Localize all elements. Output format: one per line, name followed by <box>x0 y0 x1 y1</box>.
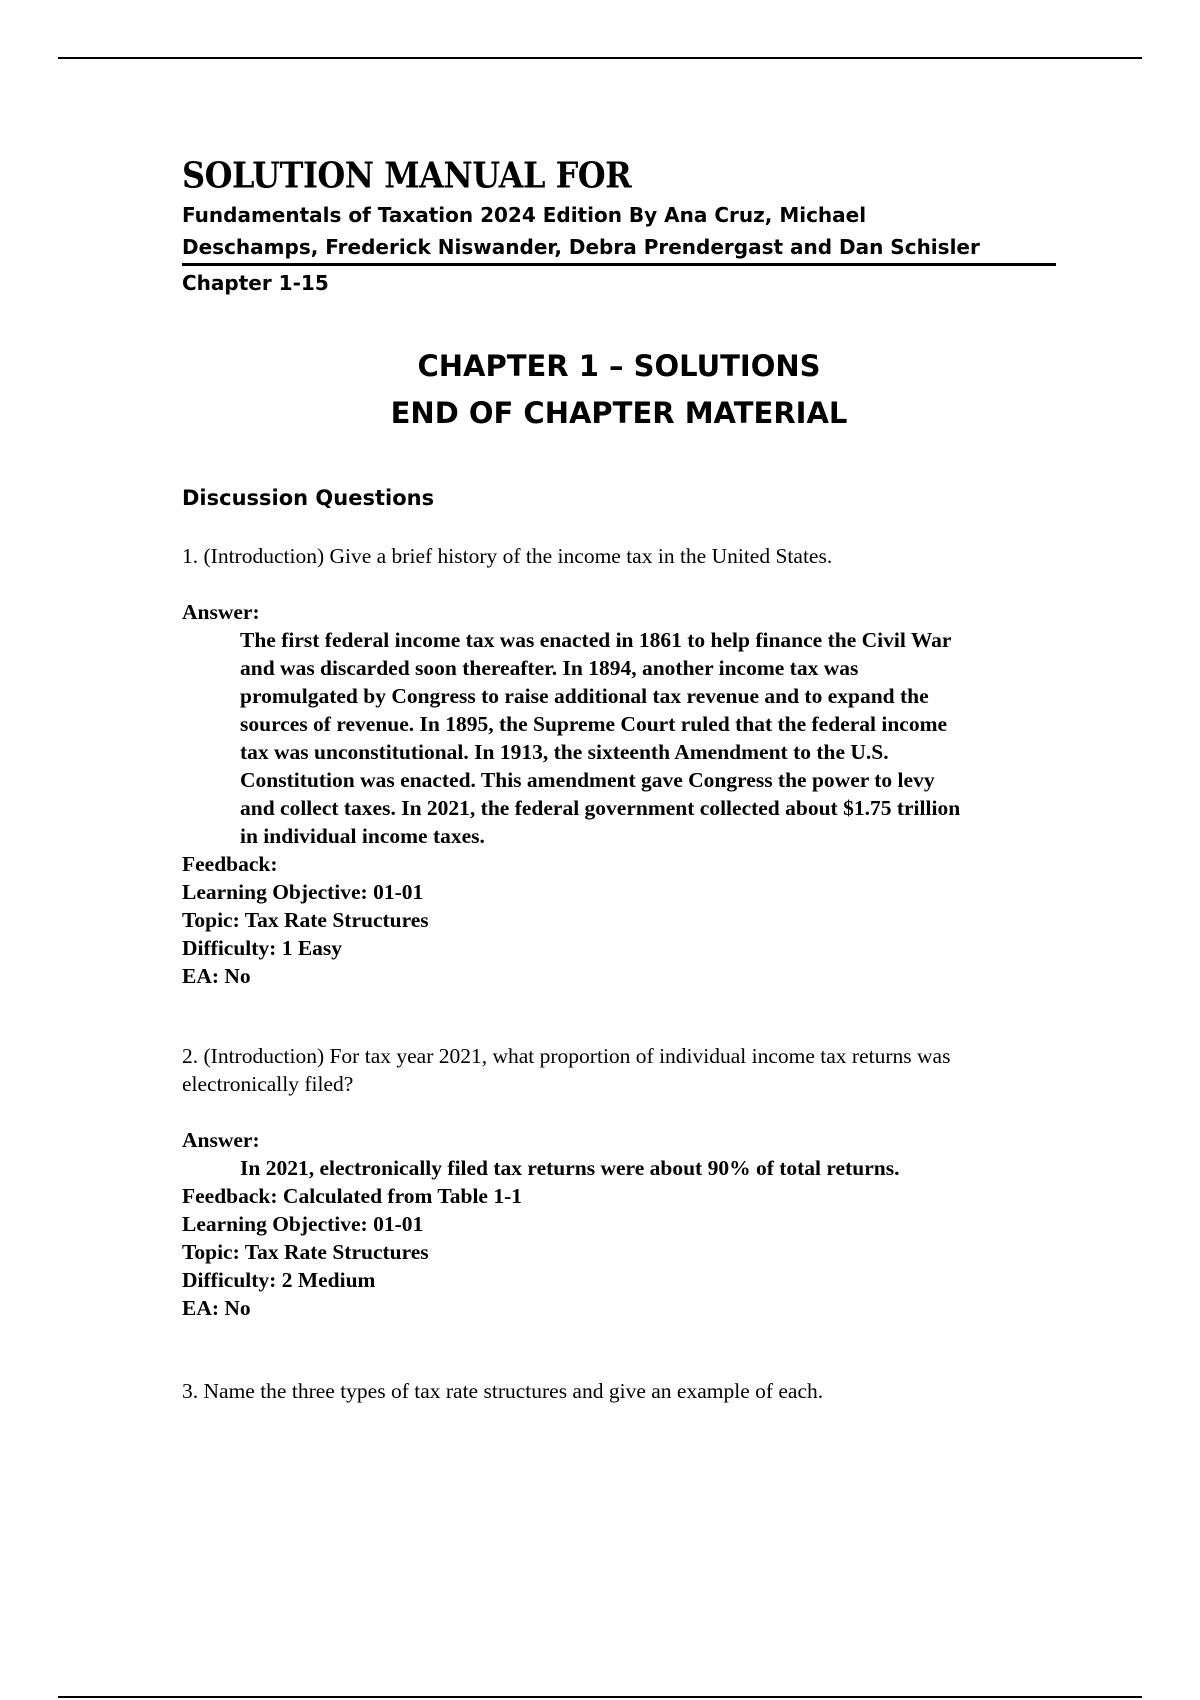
learning-objective-2: Learning Objective: 01-01 <box>182 1212 424 1236</box>
chapter-range: Chapter 1-15 <box>182 271 329 295</box>
question-2 <box>182 1042 1062 1098</box>
book-title-line-2: Deschamps, Frederick Niswander, Debra Prendergast and Dan Schisler <box>182 235 980 259</box>
question-2-line: 2. (Introduction) For tax year 2021, what proportion of individual income tax returns was <box>182 1044 951 1068</box>
question-2-line: electronically filed? <box>182 1072 354 1096</box>
topic-2: Topic: Tax Rate Structures <box>182 1240 429 1264</box>
answer-text-1 <box>240 626 1060 850</box>
feedback-1: Feedback: <box>182 852 278 876</box>
bottom-rule <box>58 1696 1142 1698</box>
answer-label-1: Answer: <box>182 600 260 624</box>
answer-1-line: tax was unconstitutional. In 1913, the sixteenth Amendment to the U.S. <box>240 740 889 764</box>
answer-label-2: Answer: <box>182 1128 260 1152</box>
manual-title: SOLUTION MANUAL FOR <box>182 154 632 197</box>
learning-objective-1: Learning Objective: 01-01 <box>182 880 424 904</box>
chapter-heading-line-1: CHAPTER 1 – SOLUTIONS <box>417 349 821 383</box>
question-1: 1. (Introduction) Give a brief history of the income tax in the United States. <box>182 544 833 568</box>
topic-1: Topic: Tax Rate Structures <box>182 908 429 932</box>
book-title-line-1: Fundamentals of Taxation 2024 Edition By Ana Cruz, Michael <box>182 203 867 227</box>
question-3: 3. Name the three types of tax rate structures and give an example of each. <box>182 1379 824 1403</box>
top-rule <box>58 57 1142 59</box>
chapter-heading-line-2: END OF CHAPTER MATERIAL <box>390 396 848 430</box>
feedback-2: Feedback: Calculated from Table 1-1 <box>182 1184 523 1208</box>
answer-1-line: and was discarded soon thereafter. In 1894, another income tax was <box>240 656 859 680</box>
difficulty-2: Difficulty: 2 Medium <box>182 1268 376 1292</box>
difficulty-1: Difficulty: 1 Easy <box>182 936 343 960</box>
answer-text-2 <box>240 1154 1060 1182</box>
ea-1: EA: No <box>182 964 251 988</box>
question-1-meta <box>182 850 1062 990</box>
title-underline <box>182 263 1056 266</box>
answer-1-line: The first federal income tax was enacted in 1861 to help finance the Civil War <box>240 628 952 652</box>
ea-2: EA: No <box>182 1296 251 1320</box>
answer-1-line: promulgated by Congress to raise additional tax revenue and to expand the <box>240 684 929 708</box>
answer-1-line: Constitution was enacted. This amendment gave Congress the power to levy <box>240 768 935 792</box>
answer-1-line: in individual income taxes. <box>240 824 485 848</box>
answer-1-line: sources of revenue. In 1895, the Supreme Court ruled that the federal income <box>240 712 948 736</box>
question-2-meta <box>182 1182 1062 1322</box>
answer-1-line: and collect taxes. In 2021, the federal government collected about $1.75 trillion <box>240 796 961 820</box>
section-heading: Discussion Questions <box>182 486 435 510</box>
answer-2-line: In 2021, electronically filed tax returns were about 90% of total returns. <box>240 1156 900 1180</box>
